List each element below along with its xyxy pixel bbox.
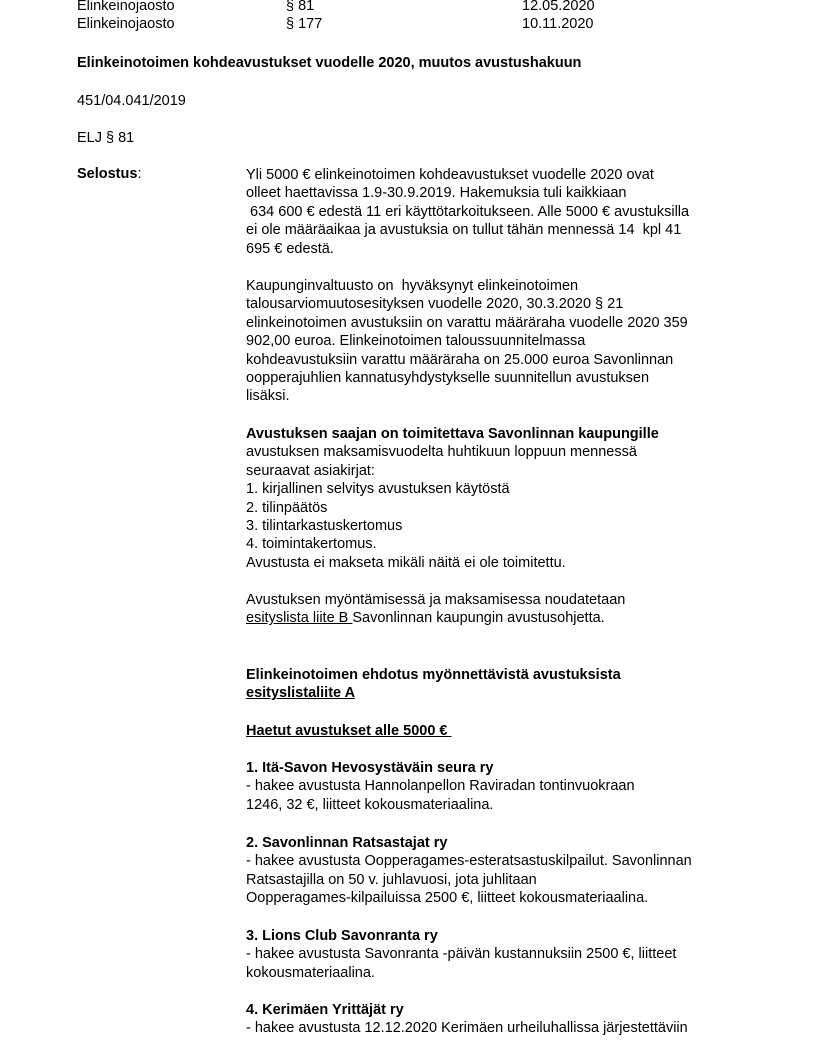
- text-line: avustuksen maksamisvuodelta huhtikuun loppuun mennessä: [246, 444, 637, 461]
- applicant-name: 2. Savonlinnan Ratsastajat ry: [246, 835, 448, 851]
- applicant-1: [246, 759, 766, 814]
- record-number: 451/04.041/2019: [77, 93, 186, 109]
- selostus-label: Selostus: [77, 166, 138, 182]
- proposal-attachment-link[interactable]: esityslistaliite A: [246, 685, 356, 702]
- applicant-name: 1. Itä-Savon Hevosystäväin seura ry: [246, 760, 494, 776]
- list-item: 3. tilintarkastuskertomus: [246, 518, 403, 535]
- applicant-3: [246, 927, 766, 982]
- paragraph-2: [246, 277, 766, 406]
- proposal-block: [246, 666, 766, 703]
- list-item: 2. tilinpäätös: [246, 499, 328, 516]
- text-line: talousarviomuutosesityksen vuodelle 2020, 30.3.2020 § 21: [246, 296, 624, 313]
- paragraph-4: [246, 591, 766, 628]
- reference: ELJ § 81: [77, 130, 135, 146]
- paragraph-heading: Avustuksen saajan on toimitettava Savonlinnan kaupungille: [246, 426, 659, 442]
- text-line: 1246, 32 €, liitteet kokousmateriaalina.: [246, 796, 494, 813]
- applicant-2: [246, 834, 766, 908]
- text-line: - hakee avustusta Savonranta -päivän kustannuksiin 2500 €, liitteet: [246, 946, 677, 963]
- selostus-label-wrap: [77, 166, 141, 182]
- attachment-link[interactable]: esityslista liite B: [246, 610, 353, 627]
- text-line: lisäksi.: [246, 388, 290, 405]
- applicant-name: 4. Kerimäen Yrittäjät ry: [246, 1002, 404, 1018]
- under5000-block: [246, 722, 766, 740]
- text-line: Oopperagames-kilpailuissa 2500 €, liitteet kokousmateriaalina.: [246, 890, 649, 907]
- text-line: - hakee avustusta Hannolanpellon Raviradan tontinvuokraan: [246, 778, 635, 795]
- text-line: 634 600 € edestä 11 eri käyttötarkoitukseen. Alle 5000 € avustuksilla: [246, 203, 690, 220]
- meeting-date: 12.05.2020: [522, 0, 595, 14]
- paragraph-3: [246, 425, 766, 572]
- under5000-line: [246, 722, 766, 740]
- selostus-colon: :: [137, 166, 142, 182]
- text-line: olleet haettavissa 1.9-30.9.2019. Hakemuksia tuli kaikkiaan: [246, 185, 627, 202]
- meeting-body: Elinkeinojaosto: [77, 0, 175, 14]
- text-line: Kaupunginvaltuusto on hyväksynyt elinkeinotoimen: [246, 278, 579, 294]
- text-line: Avustuksen myöntämisessä ja maksamisessa noudatetaan: [246, 592, 626, 608]
- text-line: [246, 609, 766, 627]
- text-line: - hakee avustusta 12.12.2020 Kerimäen urheiluhallissa järjestettäviin: [246, 1020, 688, 1037]
- text-line: kohdeavustuksiin varattu määräraha on 25.000 euroa Savonlinnan: [246, 351, 674, 368]
- text-line: ei ole määräaikaa ja avustuksia on tullut tähän mennessä 14 kpl 41: [246, 222, 682, 239]
- text-line: Avustusta ei makseta mikäli näitä ei ole toimitettu.: [246, 554, 566, 571]
- text-line: seuraavat asiakirjat:: [246, 462, 375, 479]
- meeting-date: 10.11.2020: [522, 16, 594, 32]
- proposal-attachment-line: [246, 684, 766, 702]
- text-line: - hakee avustusta Oopperagames-esteratsastuskilpailut. Savonlinnan: [246, 853, 692, 870]
- meeting-section: § 177: [286, 16, 323, 32]
- text-line: oopperajuhlien kannatusyhdystykselle suunnitellun avustuksen: [246, 370, 650, 387]
- list-item: 4. toimintakertomus.: [246, 536, 377, 553]
- applicant-name: 3. Lions Club Savonranta ry: [246, 928, 438, 944]
- document-title: Elinkeinotoimen kohdeavustukset vuodelle 2020, muutos avustushakuun: [77, 55, 582, 71]
- list-item: 1. kirjallinen selvitys avustuksen käytöstä: [246, 481, 510, 498]
- under5000-heading: Haetut avustukset alle 5000 €: [246, 723, 452, 739]
- paragraph-1: [246, 166, 766, 258]
- proposal-heading: Elinkeinotoimen ehdotus myönnettävistä avustuksista: [246, 667, 621, 683]
- text-line: elinkeinotoimen avustuksiin on varattu määräraha vuodelle 2020 359: [246, 314, 688, 331]
- text-span: Savonlinnan kaupungin avustusohjetta.: [352, 610, 605, 627]
- meeting-body: Elinkeinojaosto: [77, 16, 175, 32]
- text-line: Ratsastajilla on 50 v. juhlavuosi, jota juhlitaan: [246, 871, 537, 888]
- text-line: 902,00 euroa. Elinkeinotoimen taloussuunnitelmassa: [246, 333, 586, 350]
- text-line: 695 € edestä.: [246, 240, 334, 257]
- applicant-4: [246, 1001, 766, 1038]
- text-line: Yli 5000 € elinkeinotoimen kohdeavustukset vuodelle 2020 ovat: [246, 167, 654, 183]
- text-line: kokousmateriaalina.: [246, 964, 375, 981]
- meeting-section: § 81: [286, 0, 315, 14]
